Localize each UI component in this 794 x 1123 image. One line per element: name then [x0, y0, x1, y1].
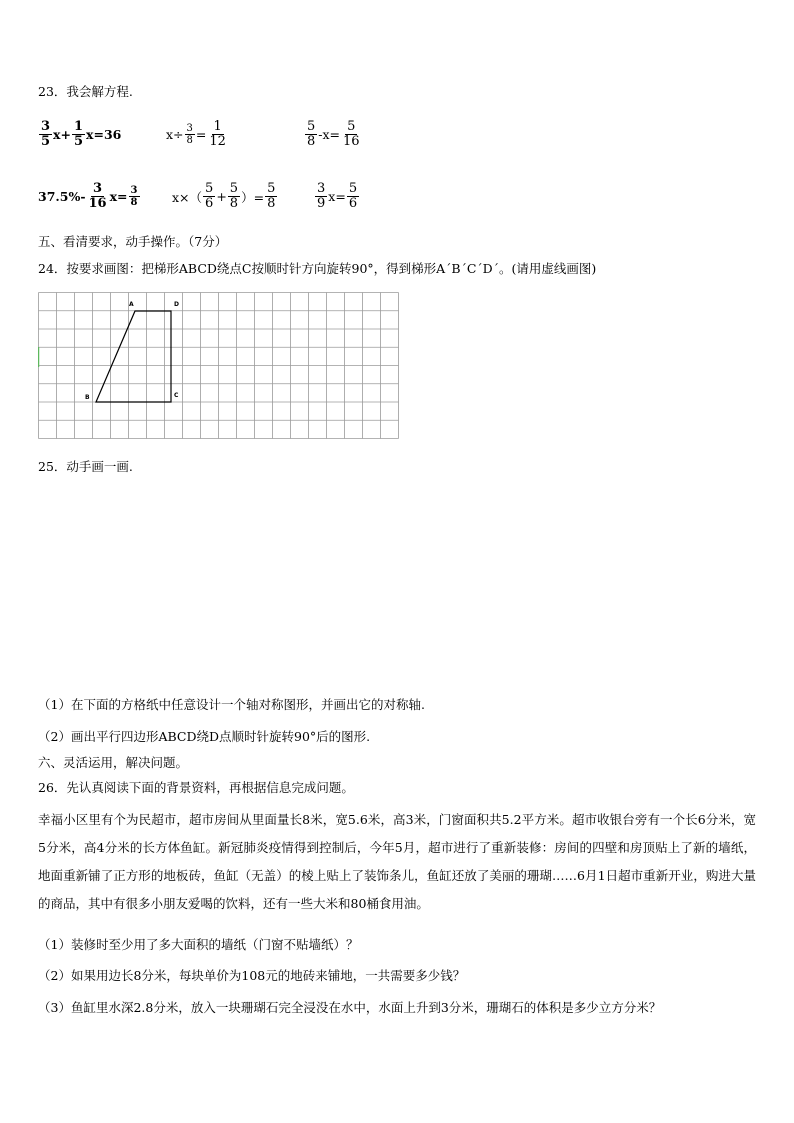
q25-sub-1: （1）在下面的方格纸中任意设计一个轴对称图形，并画出它的对称轴.	[38, 697, 425, 712]
equation-3: $\frac{5}{8}$ -x= $\frac{5}{16}$	[307, 119, 360, 149]
fraction: $\frac{5}{8}$	[229, 181, 239, 211]
q26-background-paragraph: 幸福小区里有个为民超市，超市房间从里面量长8米，宽5.6米，高3米，门窗面积共5.2平方米。超市收银台旁有一个长6分米，宽5分米，高4分米的长方体鱼缸。新冠肺炎疫情得到控制后，今年5月，超市进行了重新装修：房间的四壁和房顶贴上了新的墙纸，地面重新铺了正方形的地板砖，鱼缸（无盖）的棱上贴上了装饰条儿，鱼缸还放了美丽的珊瑚……6月1日超市重新开业，购进大量的商品，其中有很多小朋友爱喝的饮料，还有一些大米和80桶食用油。	[38, 812, 756, 911]
equation-6: $\frac{3}{9}$ x= $\frac{5}{6}$	[317, 181, 358, 211]
q26-sub-2: （2）如果用边长8分米，每块单价为108元的地砖来铺地，一共需要多少钱？	[38, 968, 466, 983]
fraction: $\frac{3}{8}$	[130, 185, 138, 208]
q26-sub-1: （1）装修时至少用了多大面积的墙纸（门窗不贴墙纸）？	[38, 937, 359, 952]
section-6-heading: 六、灵活运用，解决问题。	[38, 755, 189, 770]
equation-4: 37.5%- $\frac{3}{16}$ x= $\frac{3}{8}$	[38, 181, 138, 211]
fraction: $\frac{3}{8}$	[186, 123, 193, 146]
grid-lines	[39, 293, 399, 439]
q26-title: 26．先认真阅读下面的背景资料，再根据信息完成问题。	[38, 780, 354, 795]
grid-diagram	[38, 292, 400, 440]
equation-1: $\frac{3}{5}$ x+ $\frac{1}{5}$ x=36	[41, 119, 122, 149]
fraction: $\frac{1}{5}$	[73, 119, 84, 149]
equation-2: x÷ $\frac{3}{8}$ = $\frac{1}{12}$	[166, 119, 226, 149]
fraction: $\frac{3}{9}$	[317, 181, 326, 211]
fraction: $\frac{3}{16}$	[88, 181, 107, 211]
q23-title: 23．我会解方程.	[38, 84, 133, 99]
q26-sub-3: （3）鱼缸里水深2.8分米，放入一块珊瑚石完全浸没在水中，水面上升到3分米，珊瑚石的体积是多少立方分米？	[38, 1000, 662, 1015]
fraction: $\frac{5}{6}$	[205, 181, 214, 211]
vertex-label-b: B	[85, 394, 90, 401]
q25-sub-2: （2）画出平行四边形ABCD绕D点顺时针旋转90°后的图形.	[38, 729, 371, 744]
q24-title: 24．按要求画图：把梯形ABCD绕点C按顺时针方向旋转90°，得到梯形A´B´C´D´。(请用虚线画图)	[38, 261, 597, 276]
vertex-label-c: C	[174, 392, 179, 399]
fraction: $\frac{5}{8}$	[267, 181, 276, 211]
vertex-label-a: A	[129, 301, 134, 308]
q25-title: 25．动手画一画.	[38, 459, 133, 474]
fraction: $\frac{1}{12}$	[209, 119, 226, 149]
vertex-label-d: D	[174, 301, 179, 308]
equation-5: x×（ $\frac{5}{6}$ + $\frac{5}{8}$ ）= $\frac{5}{8}$	[172, 181, 276, 211]
trapezoid-abcd	[96, 311, 171, 402]
section-5-heading: 五、看清要求，动手操作。（7分）	[38, 234, 228, 249]
fraction: $\frac{5}{16}$	[343, 119, 360, 149]
fraction: $\frac{5}{6}$	[348, 181, 358, 211]
fraction: $\frac{5}{8}$	[307, 119, 316, 149]
fraction: $\frac{3}{5}$	[41, 119, 51, 149]
